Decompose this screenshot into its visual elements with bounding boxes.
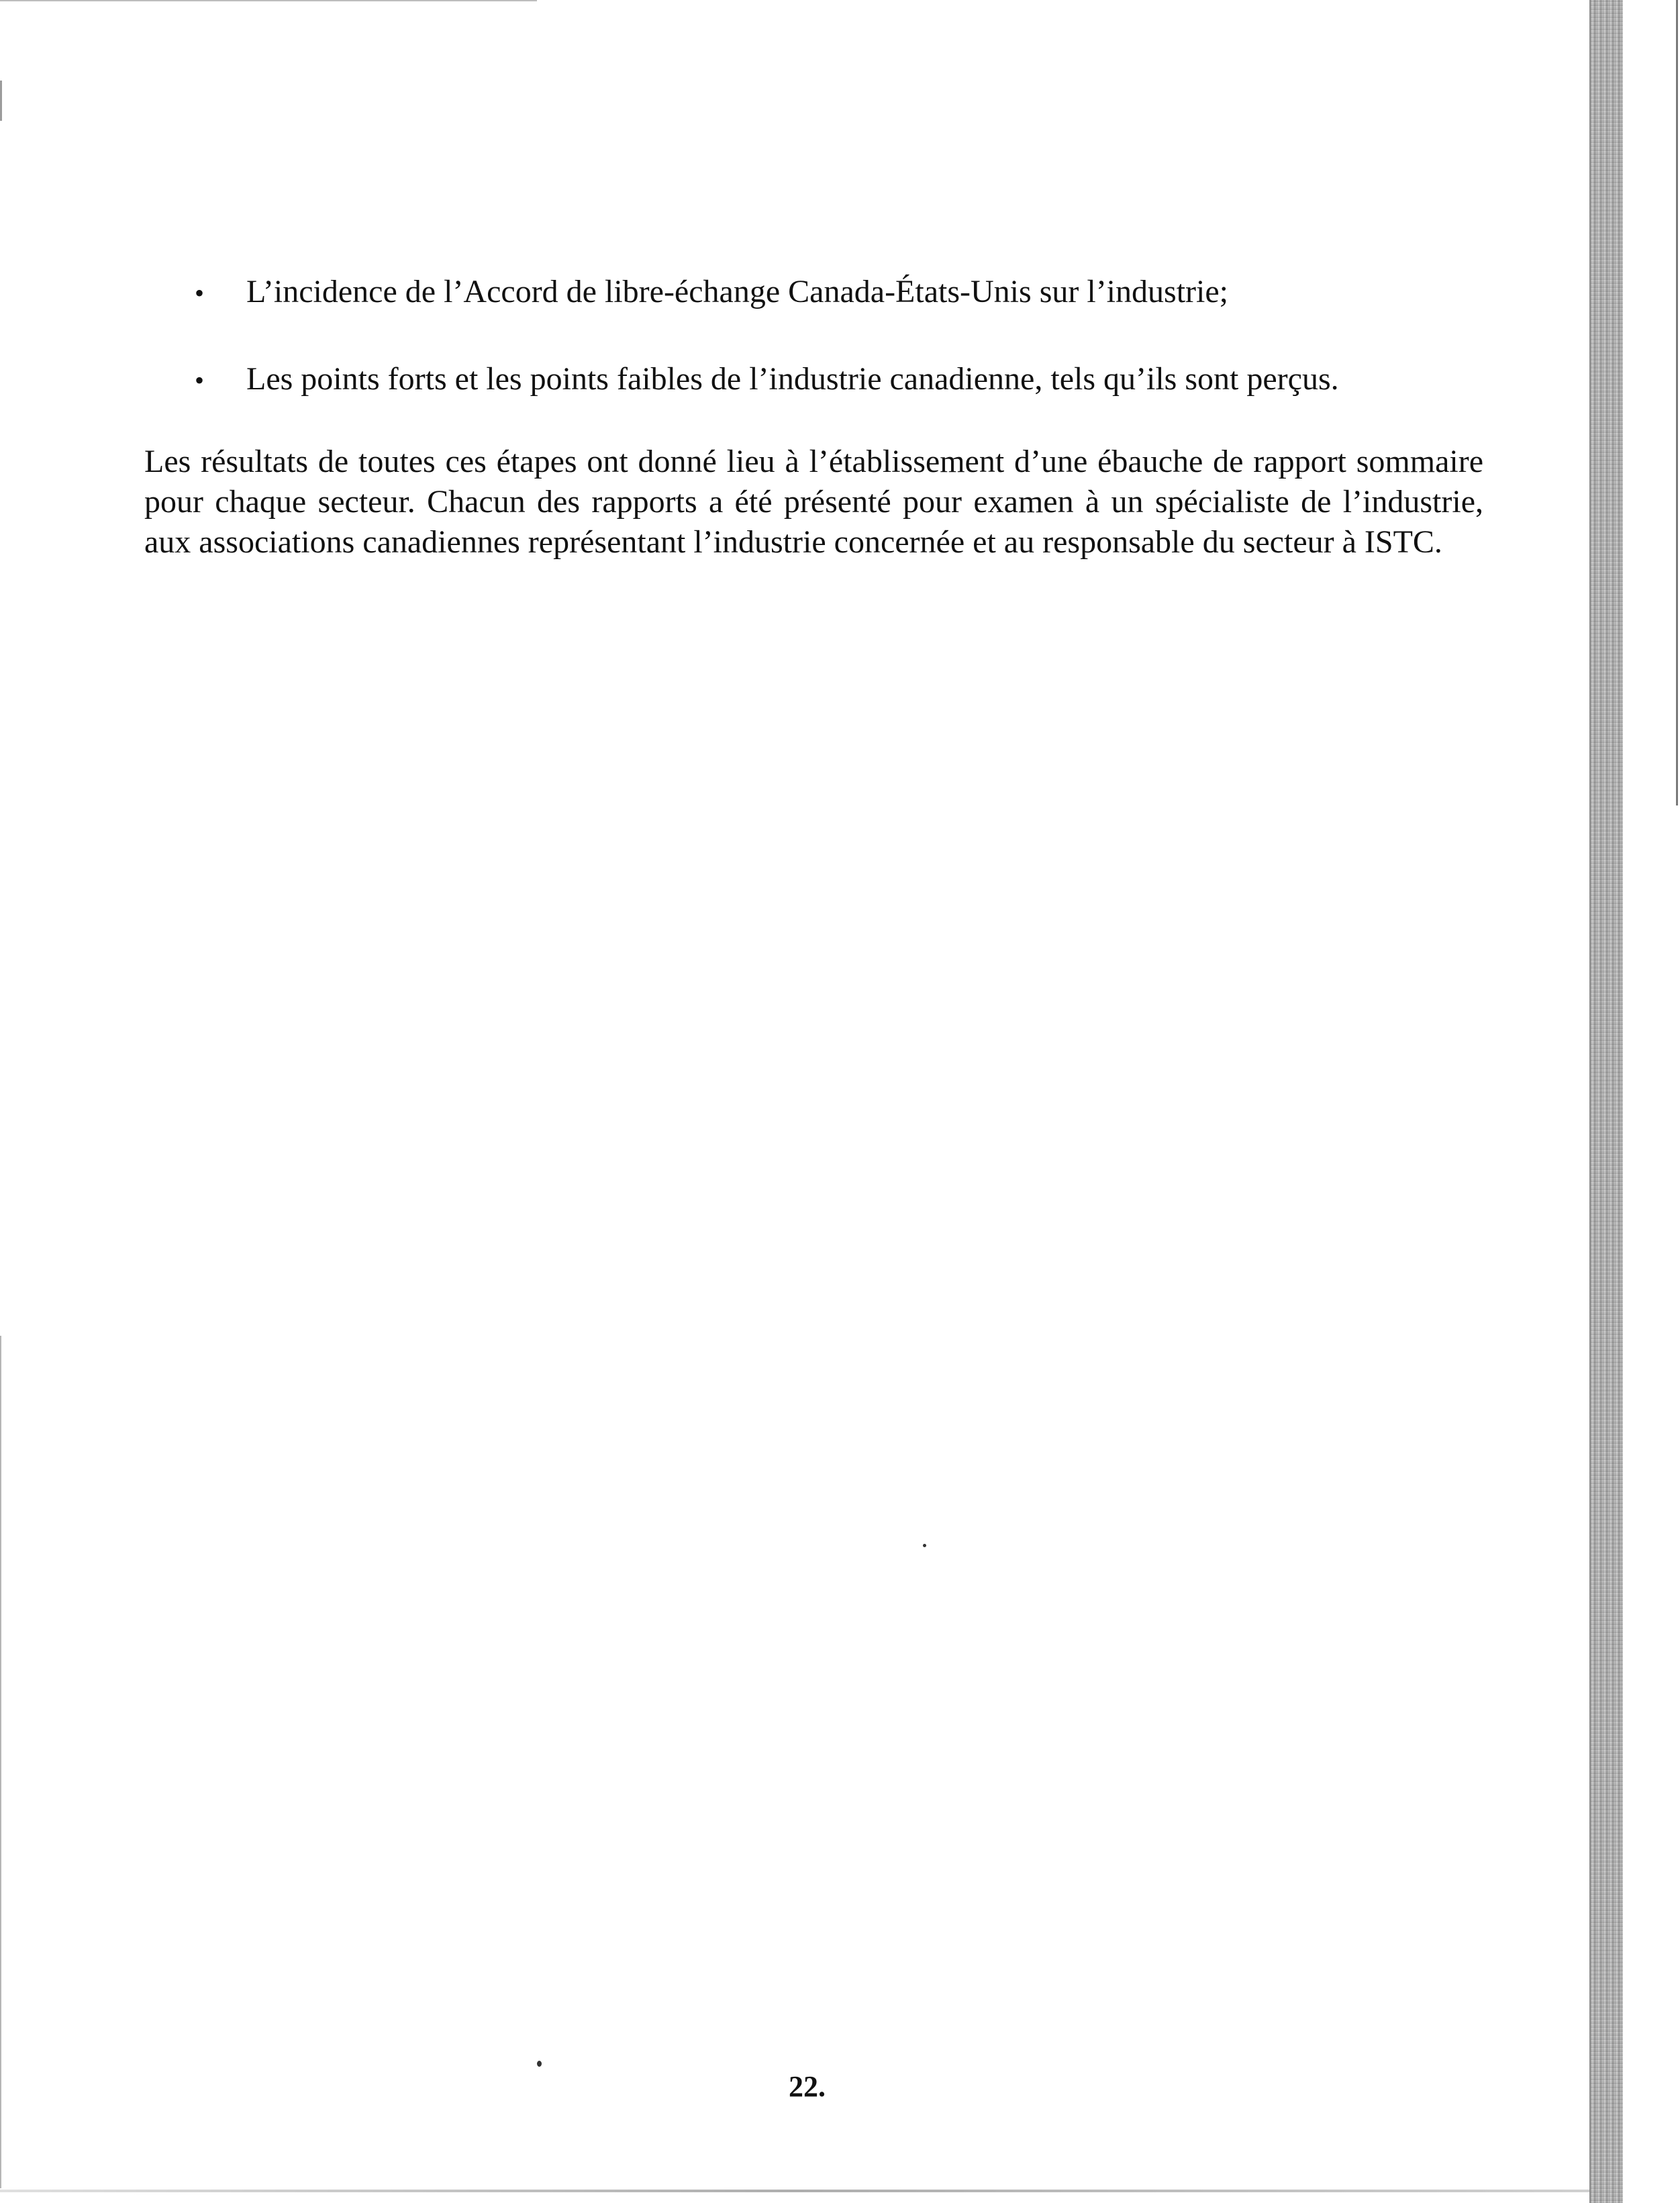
bullet-text: Les points forts et les points faibles de l’industrie canadienne, tels qu’ils sont perçus.: [246, 361, 1339, 397]
top-scan-edge: [0, 0, 537, 1]
bottom-scan-edge: [0, 2190, 1591, 2192]
body-paragraph: Les résultats de toutes ces étapes ont donné lieu à l’établissement d’une ébauche de rapport sommaire pour chaque secteur. Chacun des rapports a été présenté pour examen à un spécialiste de l’industrie, aux associations canadiennes représentant l’industrie concernée et au responsable du secteur à ISTC.: [144, 444, 1483, 560]
bullet-item: [195, 272, 1228, 313]
page-number: 22.: [789, 2070, 826, 2103]
bullet-item: [195, 359, 1339, 401]
bullet-dot-icon: •: [195, 365, 205, 395]
scan-speck: [537, 2061, 542, 2067]
bullet-text: L’incidence de l’Accord de libre-échange Canada-États-Unis sur l’industrie;: [246, 274, 1228, 309]
bullet-dot-icon: •: [195, 278, 205, 308]
binding-edge: [1589, 0, 1624, 2203]
scan-artifact: [0, 1336, 1, 2188]
scan-artifact: [0, 81, 2, 121]
scan-edge-line: [1676, 0, 1678, 805]
page-margin: [1623, 0, 1680, 2203]
scan-speck: [923, 1544, 926, 1547]
